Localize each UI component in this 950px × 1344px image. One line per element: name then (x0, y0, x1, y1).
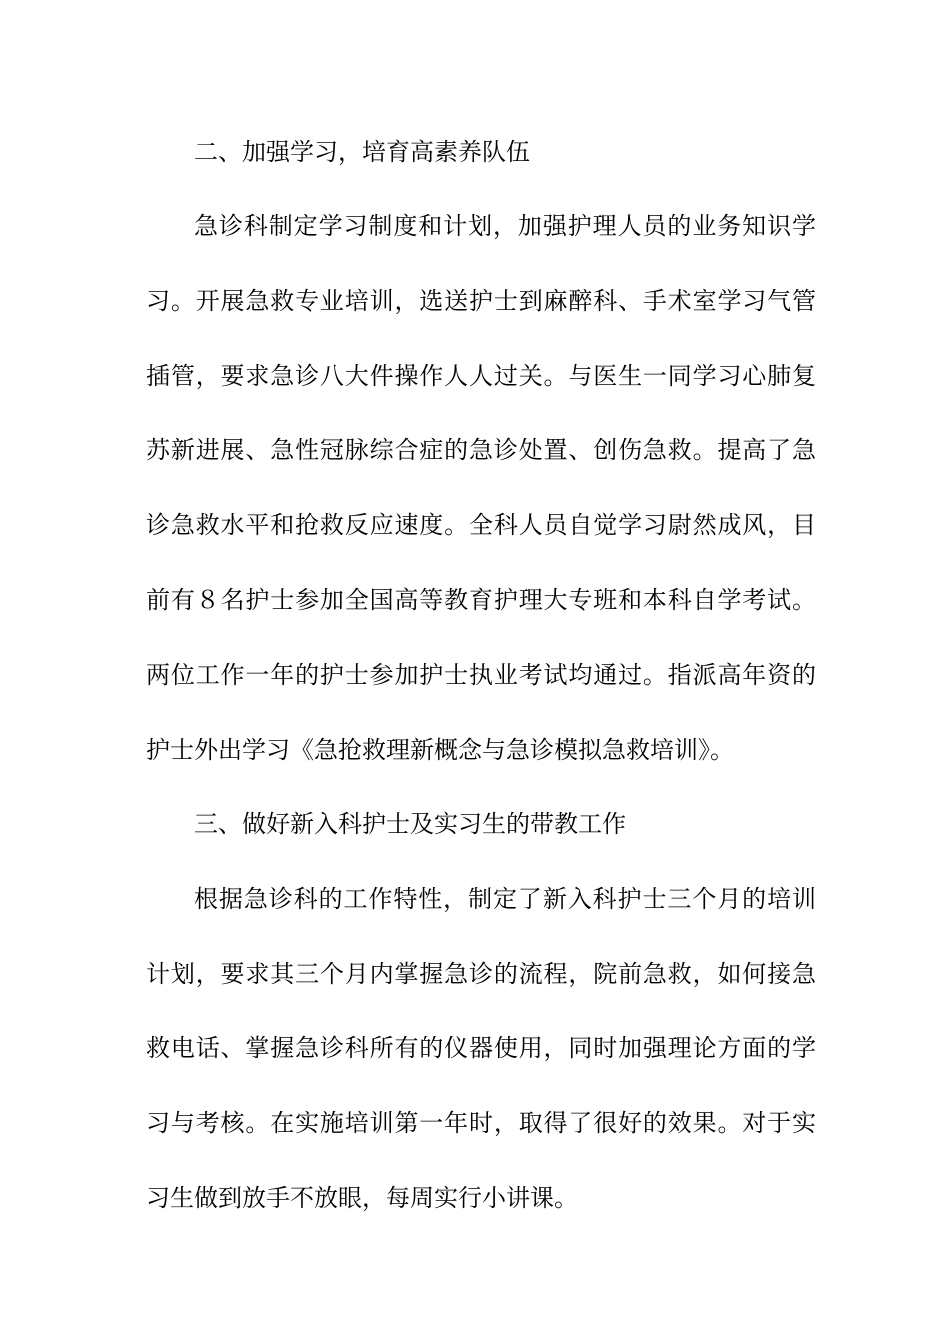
paragraph-line: 前有８名护士参加全国高等教育护理大专班和本科自学考试。 (146, 586, 816, 614)
section-heading-2: 二、加强学习，培育高素养队伍 (194, 138, 530, 166)
paragraph-line: 习生做到放手不放眼，每周实行小讲课。 (146, 1184, 578, 1212)
paragraph-line: 两位工作一年的护士参加护士执业考试均通过。指派高年资的 (146, 661, 816, 689)
paragraph-line: 计划，要求其三个月内掌握急诊的流程，院前急救，如何接急 (146, 960, 816, 988)
paragraph-line: 救电话、掌握急诊科所有的仪器使用，同时加强理论方面的学 (146, 1034, 816, 1062)
paragraph-line: 苏新进展、急性冠脉综合症的急诊处置、创伤急救。提高了急 (146, 436, 816, 464)
paragraph-line: 习。开展急救专业培训，选送护士到麻醉科、手术室学习气管 (146, 287, 816, 315)
paragraph-line: 急诊科制定学习制度和计划，加强护理人员的业务知识学 (194, 212, 816, 240)
paragraph-line: 插管，要求急诊八大件操作人人过关。与医生一同学习心肺复 (146, 362, 816, 390)
paragraph-line: 诊急救水平和抢救反应速度。全科人员自觉学习尉然成风，目 (146, 511, 816, 539)
paragraph-line: 护士外出学习《急抢救理新概念与急诊模拟急救培训》。 (146, 736, 734, 764)
paragraph-line: 习与考核。在实施培训第一年时，取得了很好的效果。对于实 (146, 1109, 816, 1137)
paragraph-line: 根据急诊科的工作特性，制定了新入科护士三个月的培训 (194, 885, 816, 913)
section-heading-3: 三、做好新入科护士及实习生的带教工作 (194, 810, 626, 838)
